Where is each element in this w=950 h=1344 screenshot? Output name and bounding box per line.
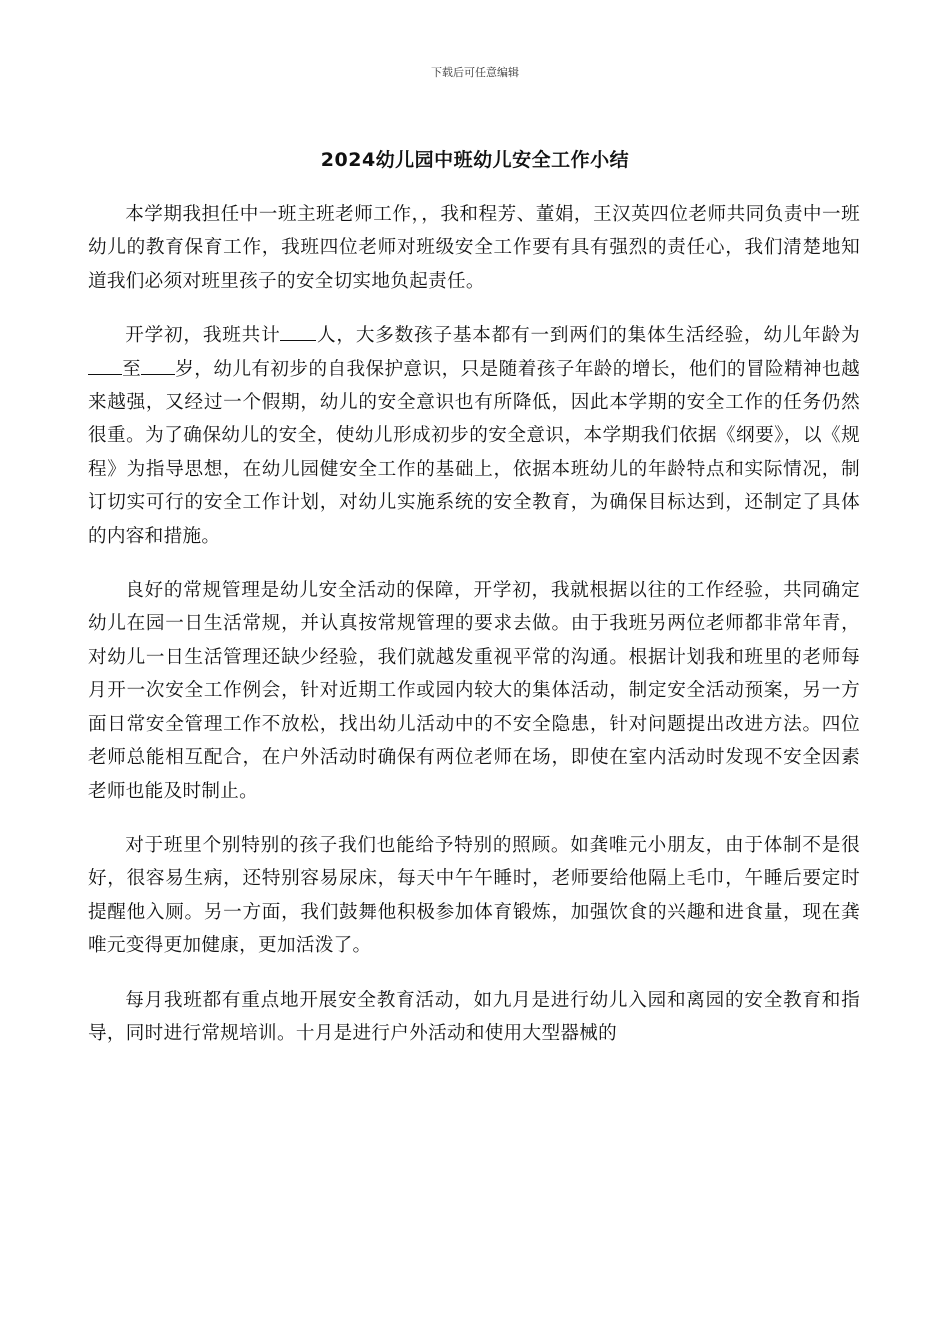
paragraph-2 bbox=[88, 319, 860, 553]
header-note: 下载后可任意编辑 bbox=[431, 66, 519, 79]
paragraph-2-part-3: 至 bbox=[122, 358, 142, 380]
blank-age-max bbox=[141, 354, 175, 375]
document-body bbox=[88, 198, 860, 1071]
paragraph-2-part-2: 人，大多数孩子基本都有一到两们的集体生活经验，幼儿年龄为 bbox=[316, 325, 860, 347]
paragraph-4: 对于班里个别特别的孩子我们也能给予特别的照顾。如龚唯元小朋友，由于体制不是很好，很容易生病，还特别容易尿床，每天中午午睡时，老师要给他隔上毛巾，午睡后要定时提醒他入厕。另一方面，我们鼓舞他积极参加体育锻炼，加强饮食的兴趣和进食量，现在龚唯元变得更加健康，更加活泼了。 bbox=[88, 834, 860, 957]
paragraph-2-part-1: 开学初，我班共计 bbox=[125, 325, 281, 347]
blank-age-min bbox=[88, 354, 122, 375]
paragraph-3: 良好的常规管理是幼儿安全活动的保障，开学初，我就根据以往的工作经验，共同确定幼儿在园一日生活常规，并认真按常规管理的要求去做。由于我班另两位老师都非常年青，对幼儿一日生活管理还缺少经验，我们就越发重视平常的沟通。根据计划我和班里的老师每月开一次安全工作例会，针对近期工作或园内较大的集体活动，制定安全活动预案，另一方面日常安全管理工作不放松，找出幼儿活动中的不安全隐患，针对问题提出改进方法。四位老师总能相互配合，在户外活动时确保有两位老师在场，即使在室内活动时发现不安全因素老师也能及时制止。 bbox=[88, 580, 860, 802]
paragraph-1: 本学期我担任中一班主班老师工作，，我和程芳、董娟，王汉英四位老师共同负责中一班幼儿的教育保育工作，我班四位老师对班级安全工作要有具有强烈的责任心，我们清楚地知道我们必须对班里孩子的安全切实地负起责任。 bbox=[88, 204, 860, 292]
paragraph-5: 每月我班都有重点地开展安全教育活动，如九月是进行幼儿入园和离园的安全教育和指导，同时进行常规培训。十月是进行户外活动和使用大型器械的 bbox=[88, 989, 860, 1044]
paragraph-2-part-4: 岁，幼儿有初步的自我保护意识，只是随着孩子年龄的增长，他们的冒险精神也越来越强，又经过一个假期，幼儿的安全意识也有所降低，因此本学期的安全工作的任务仍然很重。为了确保幼儿的安全，使幼儿形成初步的安全意识，本学期我们依据《纲要》，以《规程》为指导思想，在幼儿园健安全工作的基础上，依据本班幼儿的年龄特点和实际情况，制订切实可行的安全工作计划，对幼儿实施系统的安全教育，为确保目标达到，还制定了具体的内容和措施。 bbox=[88, 358, 860, 547]
blank-student-count bbox=[280, 320, 316, 341]
document-title: 2024幼儿园中班幼儿安全工作小结 bbox=[320, 149, 630, 171]
